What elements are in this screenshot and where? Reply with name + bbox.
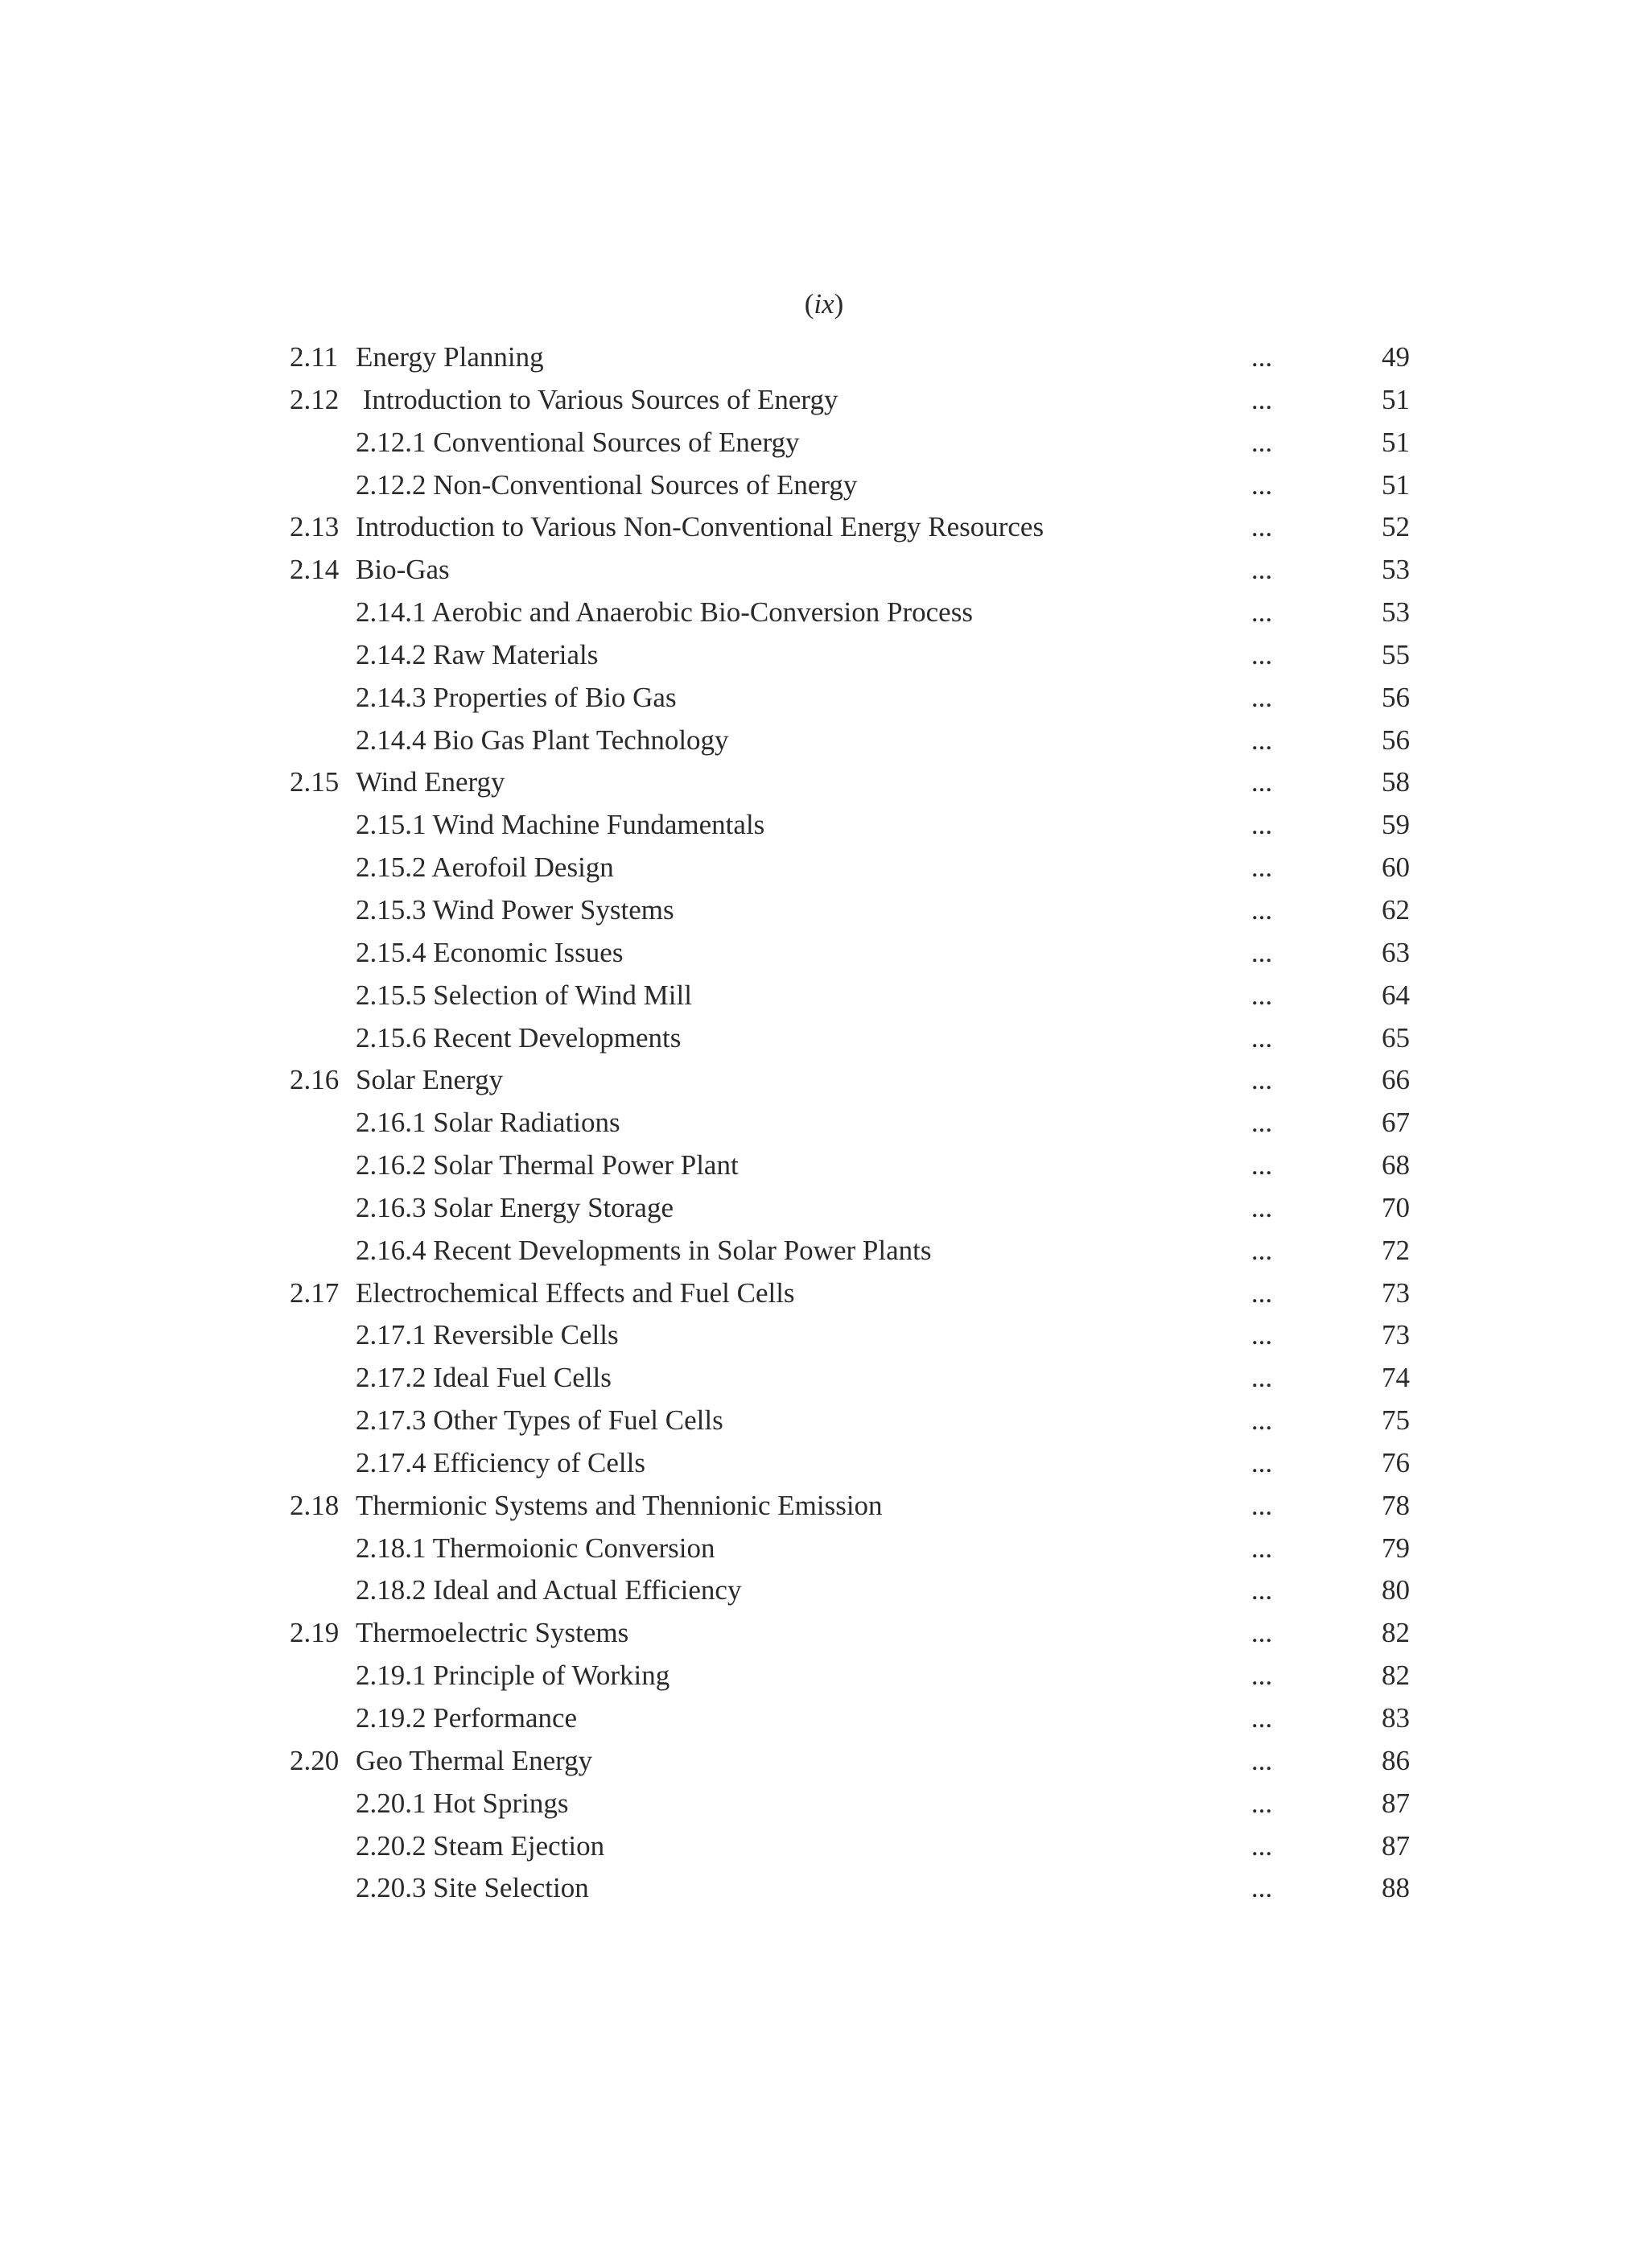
toc-entry-title: 2.19.1 Principle of Working (356, 1660, 670, 1692)
toc-entry (0, 975, 1648, 1017)
toc-entry-leader: ... (1250, 766, 1273, 798)
folio-open-paren: ( (804, 288, 814, 320)
toc-entry-title: Geo Thermal Energy (356, 1744, 593, 1776)
toc-entry (0, 1697, 1648, 1740)
toc-entry-leader: ... (1250, 638, 1273, 670)
toc-entry-leader: ... (1250, 1744, 1273, 1776)
toc-entry-title: Bio-Gas (356, 554, 450, 586)
toc-entry-leader: ... (1250, 979, 1273, 1011)
toc-entry-title: 2.15.5 Selection of Wind Mill (356, 979, 692, 1011)
toc-entry-title: Electrochemical Effects and Fuel Cells (356, 1276, 795, 1309)
toc-entry (0, 592, 1648, 634)
toc-entry (0, 422, 1648, 464)
toc-entry-leader: ... (1250, 1021, 1273, 1054)
toc-entry-leader: ... (1250, 893, 1273, 926)
toc-entry-title: 2.18.2 Ideal and Actual Efficiency (356, 1574, 742, 1606)
toc-entry-title: 2.12.1 Conventional Sources of Energy (356, 426, 800, 458)
toc-entry-title: 2.15.6 Recent Developments (356, 1021, 682, 1054)
toc-entry (0, 336, 1648, 379)
toc-entry-title: 2.20.1 Hot Springs (356, 1787, 569, 1819)
toc-entry (0, 1314, 1648, 1357)
toc-entry-title: 2.18.1 Thermoionic Conversion (356, 1532, 715, 1564)
toc-entry-leader: ... (1250, 1702, 1273, 1734)
toc-entry (0, 464, 1648, 507)
toc-entry-leader: ... (1250, 1532, 1273, 1564)
toc-entry-leader: ... (1250, 1489, 1273, 1521)
toc-entry-page: 52 (1382, 511, 1410, 543)
toc-entry-page: 63 (1382, 936, 1410, 968)
toc-entry-leader: ... (1250, 1319, 1273, 1351)
toc-entry-title: 2.17.4 Efficiency of Cells (356, 1446, 645, 1478)
toc-entry-title: 2.20.3 Site Selection (356, 1872, 589, 1904)
toc-entry-title: 2.16.3 Solar Energy Storage (356, 1191, 674, 1223)
table-of-contents (0, 336, 1648, 1910)
toc-entry-title: 2.19.2 Performance (356, 1702, 578, 1734)
toc-entry-title: 2.16.4 Recent Developments in Solar Power Plants (356, 1234, 932, 1266)
toc-entry-number: 2.16 (290, 1064, 340, 1096)
toc-entry-leader: ... (1250, 554, 1273, 586)
toc-entry-title: 2.17.1 Reversible Cells (356, 1319, 619, 1351)
toc-entry (0, 1825, 1648, 1868)
toc-entry-page: 64 (1382, 979, 1410, 1011)
toc-entry-page: 88 (1382, 1872, 1410, 1904)
toc-entry (0, 847, 1648, 889)
toc-entry (0, 1357, 1648, 1400)
toc-entry-title: Introduction to Various Sources of Energy (356, 383, 838, 415)
toc-entry-number: 2.20 (290, 1744, 340, 1776)
toc-entry-page: 83 (1382, 1702, 1410, 1734)
toc-entry (0, 1017, 1648, 1060)
toc-entry-page: 80 (1382, 1574, 1410, 1606)
toc-entry (0, 1272, 1648, 1315)
toc-entry-title: 2.15.1 Wind Machine Fundamentals (356, 809, 765, 841)
toc-entry-page: 73 (1382, 1319, 1410, 1351)
toc-entry-title: 2.14.4 Bio Gas Plant Technology (356, 724, 729, 756)
toc-entry (0, 1740, 1648, 1783)
toc-entry-leader: ... (1250, 1362, 1273, 1394)
toc-entry-page: 76 (1382, 1446, 1410, 1478)
toc-entry-page: 66 (1382, 1064, 1410, 1096)
toc-entry (0, 889, 1648, 932)
toc-entry-page: 56 (1382, 681, 1410, 713)
toc-entry (0, 761, 1648, 804)
toc-entry-title: 2.20.2 Steam Ejection (356, 1829, 605, 1862)
toc-entry-leader: ... (1250, 511, 1273, 543)
toc-entry-page: 51 (1382, 383, 1410, 415)
toc-entry-leader: ... (1250, 809, 1273, 841)
toc-entry-page: 87 (1382, 1829, 1410, 1862)
toc-entry (0, 1655, 1648, 1697)
toc-entry-title: 2.14.2 Raw Materials (356, 638, 599, 670)
toc-entry-leader: ... (1250, 426, 1273, 458)
toc-entry (0, 1102, 1648, 1144)
toc-entry (0, 720, 1648, 762)
toc-entry-page: 73 (1382, 1276, 1410, 1309)
toc-entry (0, 506, 1648, 549)
toc-entry-leader: ... (1250, 724, 1273, 756)
toc-entry-page: 51 (1382, 426, 1410, 458)
toc-entry-number: 2.17 (290, 1276, 340, 1309)
toc-entry (0, 1187, 1648, 1230)
toc-entry-title: 2.16.2 Solar Thermal Power Plant (356, 1149, 739, 1181)
toc-entry-page: 56 (1382, 724, 1410, 756)
toc-entry (0, 1485, 1648, 1528)
toc-entry-leader: ... (1250, 596, 1273, 629)
toc-entry-page: 68 (1382, 1149, 1410, 1181)
toc-entry-title: 2.15.4 Economic Issues (356, 936, 624, 968)
toc-entry (0, 634, 1648, 677)
toc-entry-title: 2.15.3 Wind Power Systems (356, 893, 674, 926)
toc-entry (0, 1059, 1648, 1102)
toc-entry-leader: ... (1250, 1446, 1273, 1478)
toc-entry (0, 1569, 1648, 1612)
toc-entry-title: Energy Planning (356, 341, 544, 373)
toc-entry-title: 2.16.1 Solar Radiations (356, 1107, 620, 1139)
toc-entry-title: 2.15.2 Aerofoil Design (356, 852, 614, 884)
toc-entry-page: 78 (1382, 1489, 1410, 1521)
toc-entry-title: Thermionic Systems and Thennionic Emission (356, 1489, 883, 1521)
toc-entry-number: 2.13 (290, 511, 340, 543)
toc-entry-page: 75 (1382, 1404, 1410, 1437)
toc-entry-title: Thermoelectric Systems (356, 1617, 629, 1649)
toc-entry (0, 1528, 1648, 1570)
toc-entry-page: 65 (1382, 1021, 1410, 1054)
toc-entry-page: 60 (1382, 852, 1410, 884)
toc-entry (0, 379, 1648, 422)
toc-entry-leader: ... (1250, 1234, 1273, 1266)
toc-entry-title: Solar Energy (356, 1064, 504, 1096)
toc-entry-page: 74 (1382, 1362, 1410, 1394)
toc-entry-page: 79 (1382, 1532, 1410, 1564)
toc-entry-leader: ... (1250, 468, 1273, 501)
toc-entry (0, 932, 1648, 975)
toc-entry-page: 82 (1382, 1617, 1410, 1649)
toc-entry (0, 1867, 1648, 1910)
toc-entry-page: 67 (1382, 1107, 1410, 1139)
toc-entry-page: 87 (1382, 1787, 1410, 1819)
toc-entry (0, 1783, 1648, 1825)
toc-entry-leader: ... (1250, 1404, 1273, 1437)
toc-entry (0, 1144, 1648, 1187)
folio-text: ix (814, 288, 834, 320)
toc-entry (0, 677, 1648, 720)
toc-entry-number: 2.18 (290, 1489, 340, 1521)
toc-entry (0, 804, 1648, 847)
toc-entry-leader: ... (1250, 1872, 1273, 1904)
toc-entry-leader: ... (1250, 1787, 1273, 1819)
toc-entry-page: 70 (1382, 1191, 1410, 1223)
toc-entry (0, 549, 1648, 592)
toc-entry-leader: ... (1250, 1064, 1273, 1096)
toc-entry-page: 58 (1382, 766, 1410, 798)
toc-entry-number: 2.15 (290, 766, 340, 798)
toc-entry-page: 53 (1382, 554, 1410, 586)
toc-entry-number: 2.11 (290, 341, 338, 373)
folio-close-paren: ) (834, 288, 844, 320)
toc-entry-leader: ... (1250, 681, 1273, 713)
toc-entry (0, 1442, 1648, 1485)
toc-entry-number: 2.19 (290, 1617, 340, 1649)
toc-entry-page: 62 (1382, 893, 1410, 926)
toc-entry-title: 2.17.2 Ideal Fuel Cells (356, 1362, 612, 1394)
toc-entry-number: 2.12 (290, 383, 340, 415)
toc-entry-leader: ... (1250, 1107, 1273, 1139)
toc-entry-leader: ... (1250, 1617, 1273, 1649)
toc-entry (0, 1612, 1648, 1655)
toc-entry-page: 82 (1382, 1660, 1410, 1692)
toc-entry-title: 2.12.2 Non-Conventional Sources of Energy (356, 468, 858, 501)
toc-entry-leader: ... (1250, 1191, 1273, 1223)
toc-entry-page: 72 (1382, 1234, 1410, 1266)
toc-entry-leader: ... (1250, 936, 1273, 968)
toc-entry-leader: ... (1250, 1276, 1273, 1309)
toc-entry-title: 2.14.1 Aerobic and Anaerobic Bio-Conversion Process (356, 596, 973, 629)
toc-entry-leader: ... (1250, 341, 1273, 373)
toc-entry-page: 51 (1382, 468, 1410, 501)
toc-entry-title: Wind Energy (356, 766, 505, 798)
toc-entry (0, 1400, 1648, 1442)
toc-entry-page: 53 (1382, 596, 1410, 629)
toc-entry-leader: ... (1250, 1829, 1273, 1862)
toc-entry-leader: ... (1250, 852, 1273, 884)
toc-entry-page: 59 (1382, 809, 1410, 841)
toc-entry-title: 2.17.3 Other Types of Fuel Cells (356, 1404, 723, 1437)
toc-entry-title: Introduction to Various Non-Conventional Energy Resources (356, 511, 1044, 543)
page-folio (0, 287, 1648, 322)
toc-entry-number: 2.14 (290, 554, 340, 586)
toc-entry-page: 55 (1382, 638, 1410, 670)
toc-entry-title: 2.14.3 Properties of Bio Gas (356, 681, 677, 713)
toc-entry-page: 86 (1382, 1744, 1410, 1776)
toc-entry-leader: ... (1250, 1574, 1273, 1606)
toc-entry (0, 1230, 1648, 1272)
toc-entry-leader: ... (1250, 1660, 1273, 1692)
toc-entry-leader: ... (1250, 1149, 1273, 1181)
toc-entry-leader: ... (1250, 383, 1273, 415)
toc-entry-page: 49 (1382, 341, 1410, 373)
